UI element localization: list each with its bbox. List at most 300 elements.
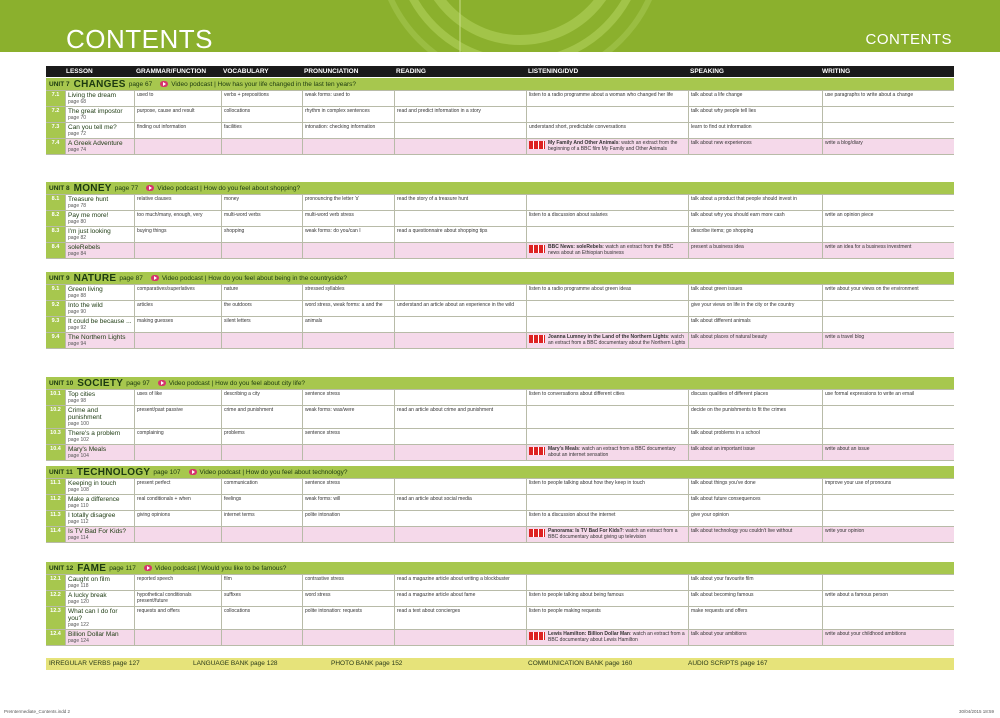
reading-cell: read a magazine article about writing a blockbuster xyxy=(394,575,526,590)
lesson-title: What can I do for you? xyxy=(68,608,118,622)
listening-cell xyxy=(526,243,688,258)
lesson-row xyxy=(46,226,954,242)
lesson-cell xyxy=(65,591,134,606)
lesson-page: page 80 xyxy=(68,219,87,225)
listening-text: listen to a discussion about salaries xyxy=(529,212,608,218)
vocabulary-cell: internet terms xyxy=(221,511,302,526)
reading-cell: read the story of a treasure hunt xyxy=(394,195,526,210)
lesson-row xyxy=(46,138,954,154)
unit-title: SOCIETY xyxy=(77,377,124,389)
lesson-row xyxy=(46,510,954,526)
col-vocabulary: VOCABULARY xyxy=(223,68,269,75)
lesson-cell xyxy=(65,211,134,226)
lesson-row xyxy=(46,284,954,300)
lesson-row xyxy=(46,194,954,210)
unit-title: NATURE xyxy=(73,272,117,284)
lesson-title: Billion Dollar Man xyxy=(68,631,119,638)
lesson-title: Can you tell me? xyxy=(68,124,117,131)
grammar-cell: buying things xyxy=(134,227,221,242)
lesson-number: 9.3 xyxy=(46,317,65,332)
lesson-page: page 104 xyxy=(68,453,89,459)
lesson-number: 11.4 xyxy=(46,527,65,542)
writing-cell: write an idea for a business investment xyxy=(822,243,954,258)
lesson-number: 7.2 xyxy=(46,107,65,122)
grammar-cell: comparatives/superlatives xyxy=(134,285,221,300)
vocabulary-cell: facilities xyxy=(221,123,302,138)
unit-block xyxy=(46,377,954,461)
vocabulary-cell: problems xyxy=(221,429,302,444)
grammar-cell: articles xyxy=(134,301,221,316)
lesson-number: 8.1 xyxy=(46,195,65,210)
lesson-cell xyxy=(65,495,134,510)
writing-cell xyxy=(822,495,954,510)
listening-text: listen to conversations about different cities xyxy=(529,391,625,397)
pronunciation-cell: polite intonation: requests xyxy=(302,607,394,629)
vocabulary-cell: collocations xyxy=(221,107,302,122)
lesson-number: 7.1 xyxy=(46,91,65,106)
pronunciation-cell: sentence stress xyxy=(302,390,394,405)
footer-communication-bank: COMMUNICATION BANK page 160 xyxy=(528,660,633,667)
pronunciation-cell: word stress xyxy=(302,591,394,606)
writing-cell xyxy=(822,575,954,590)
listening-cell xyxy=(526,227,688,242)
pronunciation-cell xyxy=(302,333,394,348)
lesson-title: Living the dream xyxy=(68,92,117,99)
pronunciation-cell xyxy=(302,139,394,154)
listening-text: understand short, predictable conversations xyxy=(529,124,627,130)
reading-cell xyxy=(394,123,526,138)
pronunciation-cell: intonation: checking information xyxy=(302,123,394,138)
unit-page: page 87 xyxy=(119,274,143,282)
dvd-title: Lewis Hamilton: Billion Dollar Man xyxy=(548,631,630,637)
speaking-cell: talk about a product that people should invest in xyxy=(688,195,822,210)
unit-page: page 77 xyxy=(114,184,139,192)
lesson-cell xyxy=(65,511,134,526)
video-podcast-question[interactable]: Video podcast | Would you like to be famous? xyxy=(154,564,287,572)
speaking-cell: make requests and offers xyxy=(688,607,822,629)
lesson-number: 12.3 xyxy=(46,607,65,629)
speaking-cell: describe items; go shopping xyxy=(688,227,822,242)
listening-text: : watch an extract from the beginning of a BBC film My Family and Other Animals xyxy=(548,140,678,152)
lesson-title: Green living xyxy=(68,286,103,293)
grammar-cell: finding out information xyxy=(134,123,221,138)
grammar-cell xyxy=(134,527,221,542)
video-podcast-icon[interactable] xyxy=(189,469,197,475)
reading-cell xyxy=(394,429,526,444)
lesson-row xyxy=(46,242,954,258)
lesson-number: 12.1 xyxy=(46,575,65,590)
dvd-title: Mary's Meals xyxy=(548,446,579,452)
grammar-cell xyxy=(134,445,221,460)
listening-cell xyxy=(526,575,688,590)
video-podcast-icon[interactable] xyxy=(160,81,168,87)
lesson-page: page 82 xyxy=(68,235,87,241)
listening-text: : watch an extract from a BBC documentary about an internet sensation xyxy=(548,446,676,458)
listening-text: listen to a radio programme about a woman who changed her life xyxy=(529,92,673,98)
lesson-row xyxy=(46,389,954,405)
video-podcast-icon[interactable] xyxy=(144,565,152,571)
reading-cell: read a questionnaire about shopping tips xyxy=(394,227,526,242)
page-title-right: CONTENTS xyxy=(865,31,952,48)
lesson-row xyxy=(46,526,954,542)
reading-cell: read a magazine article about fame xyxy=(394,591,526,606)
bbc-logo-icon xyxy=(529,245,545,253)
reading-cell xyxy=(394,445,526,460)
pronunciation-cell: sentence stress xyxy=(302,479,394,494)
lesson-page: page 90 xyxy=(68,309,87,315)
grammar-cell xyxy=(134,333,221,348)
reading-cell xyxy=(394,285,526,300)
listening-cell xyxy=(526,429,688,444)
footer-irregular-verbs: IRREGULAR VERBS page 127 xyxy=(49,660,140,667)
listening-cell xyxy=(526,445,688,460)
lesson-page: page 112 xyxy=(68,519,89,525)
speaking-cell: talk about why you should earn more cash xyxy=(688,211,822,226)
listening-text: listen to a radio programme about green ideas xyxy=(529,286,632,292)
dvd-title: Joanna Lumney in the Land of the Northern Lights xyxy=(548,334,669,340)
listening-cell xyxy=(526,495,688,510)
lesson-number: 11.3 xyxy=(46,511,65,526)
listening-cell xyxy=(526,123,688,138)
lesson-page: page 68 xyxy=(68,99,87,105)
listening-text: listen to people talking about being famous xyxy=(529,592,624,598)
grammar-cell: real conditionals + when xyxy=(134,495,221,510)
speaking-cell: talk about an important issue xyxy=(688,445,822,460)
file-slug: PreIntermediate_Contents.indd 2 xyxy=(4,709,71,714)
lesson-number: 10.3 xyxy=(46,429,65,444)
col-reading: READING xyxy=(396,68,426,75)
speaking-cell: talk about green issues xyxy=(688,285,822,300)
grammar-cell xyxy=(134,243,221,258)
writing-cell: write your opinion xyxy=(822,527,954,542)
writing-cell: write a blog/diary xyxy=(822,139,954,154)
unit-number: UNIT 8 xyxy=(49,184,70,192)
reading-cell xyxy=(394,243,526,258)
lesson-row xyxy=(46,210,954,226)
pronunciation-cell xyxy=(302,243,394,258)
grammar-cell: too much/many, enough, very xyxy=(134,211,221,226)
unit-number: UNIT 9 xyxy=(49,274,70,282)
unit-block xyxy=(46,78,954,155)
listening-cell xyxy=(526,317,688,332)
lesson-row xyxy=(46,300,954,316)
dvd-title: My Family And Other Animals xyxy=(548,140,619,146)
lesson-row xyxy=(46,106,954,122)
listening-cell xyxy=(526,91,688,106)
listening-cell xyxy=(526,333,688,348)
vocabulary-cell: film xyxy=(221,575,302,590)
pronunciation-cell: stressed syllables xyxy=(302,285,394,300)
col-listening: LISTENING/DVD xyxy=(528,68,579,75)
pronunciation-cell: rhythm in complex sentences xyxy=(302,107,394,122)
pronunciation-cell xyxy=(302,527,394,542)
unit-block xyxy=(46,272,954,349)
lesson-title: A Greek Adventure xyxy=(68,140,123,147)
speaking-cell: talk about problems in a school xyxy=(688,429,822,444)
vocabulary-cell: silent letters xyxy=(221,317,302,332)
video-podcast-question[interactable]: Video podcast | How do you feel about city life? xyxy=(168,379,306,387)
dvd-title: BBC News: soleRebels xyxy=(548,244,603,250)
pronunciation-cell: word stress, weak forms: a and the xyxy=(302,301,394,316)
writing-cell xyxy=(822,123,954,138)
unit-page: page 67 xyxy=(128,80,153,88)
listening-text: : watch an extract from the BBC news about an Ethiopian business xyxy=(548,244,674,256)
writing-cell xyxy=(822,317,954,332)
vocabulary-cell: verbs + prepositions xyxy=(221,91,302,106)
unit-title: TECHNOLOGY xyxy=(76,466,151,478)
video-podcast-question[interactable]: Video podcast | How do you feel about technology? xyxy=(199,468,348,476)
lesson-cell xyxy=(65,479,134,494)
video-podcast-question[interactable]: Video podcast | How do you feel about being in the countryside? xyxy=(161,274,347,282)
reading-cell xyxy=(394,479,526,494)
writing-cell xyxy=(822,227,954,242)
listening-cell xyxy=(526,285,688,300)
lesson-title: Make a difference xyxy=(68,496,120,503)
lesson-title: soleRebels xyxy=(68,244,101,251)
vocabulary-cell: communication xyxy=(221,479,302,494)
lesson-cell xyxy=(65,139,134,154)
lesson-page: page 122 xyxy=(68,622,89,628)
pronunciation-cell: pronouncing the letter 's' xyxy=(302,195,394,210)
lesson-row xyxy=(46,444,954,460)
reading-cell: read a text about concierges xyxy=(394,607,526,629)
lesson-cell xyxy=(65,285,134,300)
page-title: CONTENTS xyxy=(66,24,213,52)
unit-title: CHANGES xyxy=(73,78,126,90)
lesson-number: 12.4 xyxy=(46,630,65,645)
lesson-cell xyxy=(65,107,134,122)
speaking-cell: give your opinion xyxy=(688,511,822,526)
lesson-title: A lucky break xyxy=(68,592,107,599)
writing-cell xyxy=(822,511,954,526)
grammar-cell: requests and offers xyxy=(134,607,221,629)
listening-text: : watch an extract from a BBC documentary about Lewis Hamilton xyxy=(548,631,685,643)
lesson-title: Into the wild xyxy=(68,302,103,309)
writing-cell: write about your childhood ambitions xyxy=(822,630,954,645)
footer-bar xyxy=(46,658,954,670)
lesson-cell xyxy=(65,333,134,348)
lesson-number: 10.1 xyxy=(46,390,65,405)
reading-cell xyxy=(394,333,526,348)
listening-cell xyxy=(526,479,688,494)
listening-cell xyxy=(526,195,688,210)
lesson-page: page 118 xyxy=(68,583,89,589)
listening-text: listen to people making requests xyxy=(529,608,601,614)
grammar-cell: present perfect xyxy=(134,479,221,494)
unit-number: UNIT 7 xyxy=(49,80,70,88)
bbc-logo-icon xyxy=(529,529,545,537)
video-podcast-icon[interactable] xyxy=(158,380,166,386)
vocabulary-cell xyxy=(221,333,302,348)
lesson-row xyxy=(46,405,954,428)
lesson-page: page 102 xyxy=(68,437,89,443)
writing-cell: write an opinion piece xyxy=(822,211,954,226)
col-pronunciation: PRONUNCIATION xyxy=(304,68,359,75)
listening-cell xyxy=(526,301,688,316)
vocabulary-cell xyxy=(221,445,302,460)
lesson-title: Keeping in touch xyxy=(68,480,117,487)
speaking-cell: talk about different animals xyxy=(688,317,822,332)
speaking-cell: talk about technology you couldn't live without xyxy=(688,527,822,542)
lesson-cell xyxy=(65,445,134,460)
lesson-title: There's a problem xyxy=(68,430,121,437)
grammar-cell: relative clauses xyxy=(134,195,221,210)
reading-cell xyxy=(394,139,526,154)
grammar-cell: complaining xyxy=(134,429,221,444)
pronunciation-cell: multi-word verb stress xyxy=(302,211,394,226)
footer-audio-scripts: AUDIO SCRIPTS page 167 xyxy=(688,660,768,667)
lesson-title: Crime and punishment xyxy=(68,407,102,421)
unit-header xyxy=(46,377,954,389)
unit-number: UNIT 11 xyxy=(49,468,73,476)
writing-cell xyxy=(822,607,954,629)
lesson-page: page 94 xyxy=(68,341,87,347)
grammar-cell: giving opinions xyxy=(134,511,221,526)
unit-block xyxy=(46,466,954,543)
lesson-cell xyxy=(65,301,134,316)
lesson-cell xyxy=(65,607,134,629)
unit-number: UNIT 10 xyxy=(49,379,74,387)
writing-cell xyxy=(822,195,954,210)
unit-title: MONEY xyxy=(73,182,112,194)
vocabulary-cell: crime and punishment xyxy=(221,406,302,428)
unit-title: FAME xyxy=(77,562,107,574)
listening-cell xyxy=(526,511,688,526)
lesson-row xyxy=(46,122,954,138)
pronunciation-cell: sentence stress xyxy=(302,429,394,444)
reading-cell: read an article about social media xyxy=(394,495,526,510)
lesson-number: 10.4 xyxy=(46,445,65,460)
unit-page: page 117 xyxy=(109,564,136,572)
lesson-title: The Northern Lights xyxy=(68,334,126,341)
writing-cell: use paragraphs to write about a change xyxy=(822,91,954,106)
listening-text: listen to a discussion about the internet xyxy=(529,512,616,518)
lesson-row xyxy=(46,90,954,106)
lesson-title: Treasure hunt xyxy=(68,196,109,203)
unit-header xyxy=(46,78,954,90)
writing-cell xyxy=(822,406,954,428)
grammar-cell: present/past passive xyxy=(134,406,221,428)
video-podcast-question[interactable]: Video podcast | How has your life changed in the last ten years? xyxy=(171,80,356,88)
grammar-cell xyxy=(134,630,221,645)
grammar-cell: reported speech xyxy=(134,575,221,590)
lesson-number: 12.2 xyxy=(46,591,65,606)
lesson-number: 7.3 xyxy=(46,123,65,138)
lesson-number: 7.4 xyxy=(46,139,65,154)
lesson-row xyxy=(46,332,954,348)
video-podcast-icon[interactable] xyxy=(146,185,154,191)
lesson-title: I totally disagree xyxy=(68,512,116,519)
lesson-row xyxy=(46,478,954,494)
speaking-cell: learn to find out information xyxy=(688,123,822,138)
writing-cell: use formal expressions to write an email xyxy=(822,390,954,405)
pronunciation-cell: weak forms: will xyxy=(302,495,394,510)
lesson-cell xyxy=(65,195,134,210)
vocabulary-cell xyxy=(221,527,302,542)
vocabulary-cell: suffixes xyxy=(221,591,302,606)
listening-text: listen to people talking about how they keep in touch xyxy=(529,480,645,486)
speaking-cell: talk about future consequences xyxy=(688,495,822,510)
writing-cell xyxy=(822,429,954,444)
lesson-cell xyxy=(65,91,134,106)
date-slug: 30/04/2015 18:59 xyxy=(958,709,994,714)
reading-cell xyxy=(394,91,526,106)
pronunciation-cell: contrastive stress xyxy=(302,575,394,590)
grammar-cell: uses of like xyxy=(134,390,221,405)
lesson-title: I'm just looking xyxy=(68,228,111,235)
pronunciation-cell: animals xyxy=(302,317,394,332)
listening-cell xyxy=(526,390,688,405)
lesson-title: Pay me more! xyxy=(68,212,109,219)
lesson-title: Is TV Bad For Kids? xyxy=(68,528,127,535)
listening-text: : watch an extract from a BBC documentary about the Northern Lights xyxy=(548,334,686,346)
reading-cell: read an article about crime and punishment xyxy=(394,406,526,428)
pronunciation-cell: polite intonation xyxy=(302,511,394,526)
grammar-cell: purpose, cause and result xyxy=(134,107,221,122)
lesson-cell xyxy=(65,123,134,138)
bbc-logo-icon xyxy=(529,141,545,149)
lesson-cell xyxy=(65,243,134,258)
writing-cell: write about your views on the environment xyxy=(822,285,954,300)
reading-cell: read and predict information in a story xyxy=(394,107,526,122)
column-headers xyxy=(46,66,954,77)
writing-cell: write a travel blog xyxy=(822,333,954,348)
lesson-cell xyxy=(65,317,134,332)
pronunciation-cell xyxy=(302,445,394,460)
lesson-page: page 92 xyxy=(68,325,87,331)
col-grammar: GRAMMAR/FUNCTION xyxy=(136,68,207,75)
vocabulary-cell xyxy=(221,243,302,258)
col-writing: WRITING xyxy=(822,68,851,75)
pronunciation-cell: weak forms: was/were xyxy=(302,406,394,428)
speaking-cell: talk about why people tell lies xyxy=(688,107,822,122)
speaking-cell: talk about new experiences xyxy=(688,139,822,154)
speaking-cell: present a business idea xyxy=(688,243,822,258)
vocabulary-cell: money xyxy=(221,195,302,210)
header-banner xyxy=(0,0,1000,52)
video-podcast-icon[interactable] xyxy=(151,275,159,281)
footer-photo-bank: PHOTO BANK page 152 xyxy=(331,660,403,667)
speaking-cell: give your views on life in the city or the country xyxy=(688,301,822,316)
vocabulary-cell: multi-word verbs xyxy=(221,211,302,226)
vocabulary-cell: the outdoors xyxy=(221,301,302,316)
reading-cell xyxy=(394,317,526,332)
speaking-cell: discuss qualities of different places xyxy=(688,390,822,405)
video-podcast-question[interactable]: Video podcast | How do you feel about shopping? xyxy=(157,184,301,192)
unit-block xyxy=(46,182,954,259)
pronunciation-cell xyxy=(302,630,394,645)
lesson-row xyxy=(46,574,954,590)
speaking-cell: decide on the punishments to fit the crimes xyxy=(688,406,822,428)
reading-cell: understand an article about an experience in the wild xyxy=(394,301,526,316)
lesson-page: page 108 xyxy=(68,487,89,493)
lesson-cell xyxy=(65,227,134,242)
lesson-number: 9.2 xyxy=(46,301,65,316)
bbc-logo-icon xyxy=(529,335,545,343)
lesson-row xyxy=(46,494,954,510)
vocabulary-cell: nature xyxy=(221,285,302,300)
grammar-cell xyxy=(134,139,221,154)
lesson-title: Mary's Meals xyxy=(68,446,107,453)
lesson-number: 11.1 xyxy=(46,479,65,494)
lesson-cell xyxy=(65,630,134,645)
reading-cell xyxy=(394,390,526,405)
lesson-cell xyxy=(65,575,134,590)
lesson-page: page 124 xyxy=(68,638,89,644)
listening-cell xyxy=(526,527,688,542)
unit-header xyxy=(46,466,954,478)
lesson-page: page 98 xyxy=(68,398,87,404)
